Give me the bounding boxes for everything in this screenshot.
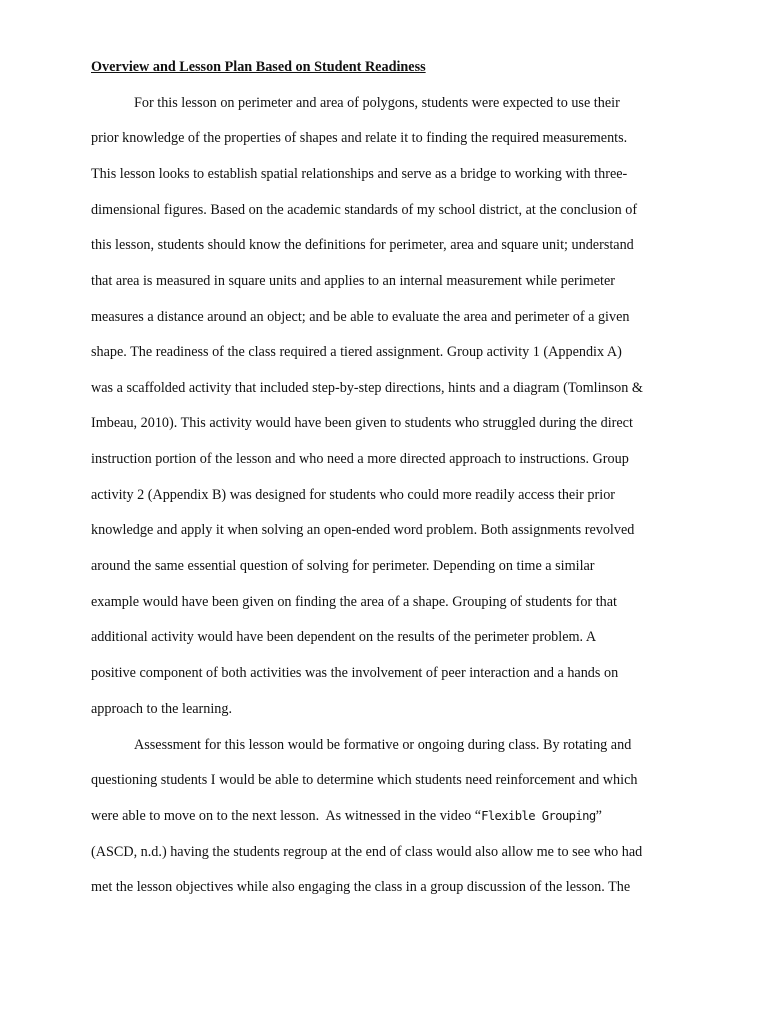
paragraph-line: met the lesson objectives while also engaging the class in a group discussion of the lesson. The [91,879,631,895]
line-text: ” [595,808,602,824]
paragraph-line: This lesson looks to establish spatial relationships and serve as a bridge to working with three- [91,166,628,182]
paragraph-line: was a scaffolded activity that included step-by-step directions, hints and a diagram (Tomlinson & [91,380,643,396]
paragraph-line [91,808,602,825]
paragraph-line: prior knowledge of the properties of shapes and relate it to finding the required measurements. [91,130,628,146]
paragraph-line: knowledge and apply it when solving an open-ended word problem. Both assignments revolved [91,522,635,538]
paragraph-line: Imbeau, 2010). This activity would have been given to students who struggled during the direct [91,415,633,431]
paragraph-line: For this lesson on perimeter and area of polygons, students were expected to use their [134,95,620,111]
paragraph-line: positive component of both activities was the involvement of peer interaction and a hands on [91,665,619,681]
paragraph-line: that area is measured in square units and applies to an internal measurement while perimeter [91,273,615,289]
paragraph-line: shape. The readiness of the class required a tiered assignment. Group activity 1 (Appendix A) [91,344,622,360]
video-title: Flexible Grouping [481,809,596,823]
paragraph-line: this lesson, students should know the definitions for perimeter, area and square unit; understand [91,237,634,253]
paragraph-line: around the same essential question of solving for perimeter. Depending on time a similar [91,558,595,574]
paragraph-line: measures a distance around an object; and be able to evaluate the area and perimeter of a given [91,309,630,325]
section-heading: Overview and Lesson Plan Based on Student Readiness [91,59,426,75]
paragraph-line: example would have been given on finding the area of a shape. Grouping of students for that [91,594,617,610]
paragraph-line: dimensional figures. Based on the academic standards of my school district, at the conclusion of [91,202,638,218]
paragraph-line: (ASCD, n.d.) having the students regroup at the end of class would also allow me to see who had [91,844,643,860]
paragraph-line: instruction portion of the lesson and who need a more directed approach to instructions. Group [91,451,629,467]
paragraph-line: activity 2 (Appendix B) was designed for students who could more readily access their prior [91,487,616,503]
line-text: were able to move on to the next lesson. As witnessed in the video “ [91,808,482,824]
paragraph-line: questioning students I would be able to determine which students need reinforcement and which [91,772,638,788]
paragraph-line: additional activity would have been dependent on the results of the perimeter problem. A [91,629,597,645]
paragraph-line: Assessment for this lesson would be formative or ongoing during class. By rotating and [134,737,632,753]
paragraph-line: approach to the learning. [91,701,233,717]
